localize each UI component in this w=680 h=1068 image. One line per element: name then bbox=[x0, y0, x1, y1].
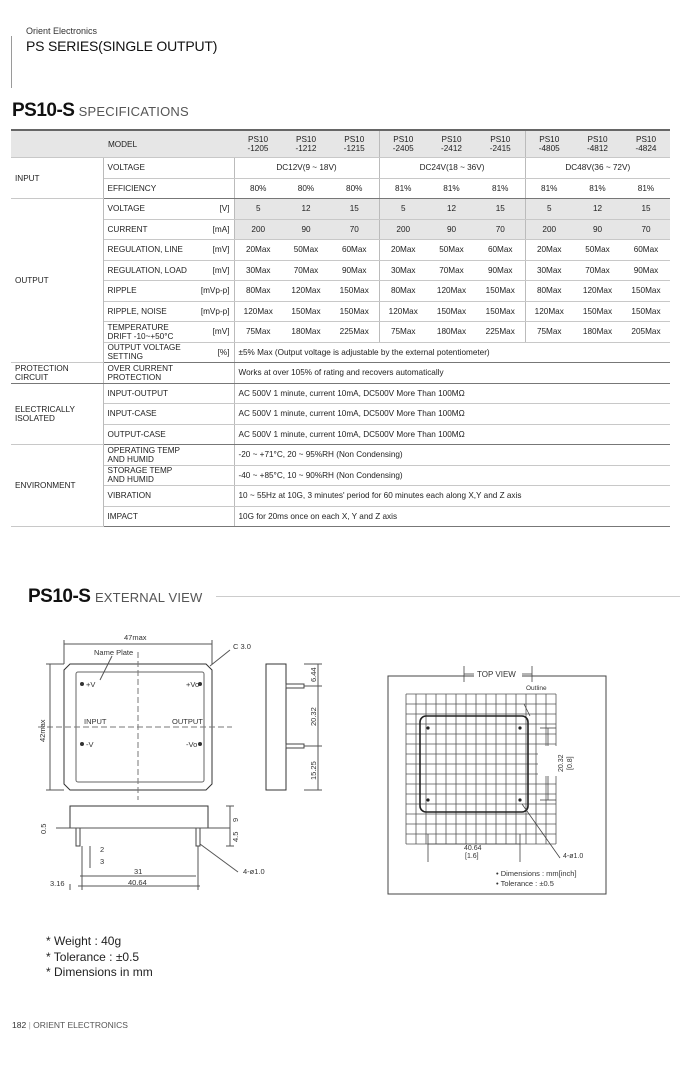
specifications-model: PS10-S bbox=[12, 100, 75, 121]
row-unit: [%] bbox=[196, 342, 234, 363]
tv-dim-h2: [1.6] bbox=[465, 853, 479, 860]
top-view-label: TOP VIEW bbox=[477, 670, 516, 679]
notes-list bbox=[46, 934, 153, 981]
pin-minus-v: -V bbox=[86, 740, 94, 749]
module-side-outline bbox=[266, 664, 286, 790]
row-label: IMPACT bbox=[103, 506, 234, 527]
row-label: VIBRATION bbox=[103, 486, 234, 507]
table-cell: 5 bbox=[234, 199, 282, 220]
outline-label: Outline bbox=[526, 685, 547, 692]
dim-4064: 40.64 bbox=[128, 878, 147, 887]
table-cell: 60Max bbox=[330, 240, 379, 261]
table-cell: 80Max bbox=[234, 281, 282, 302]
hole-spec: 4-ø1.0 bbox=[243, 867, 265, 876]
table-cell: 80Max bbox=[379, 281, 427, 302]
table-cell: 5 bbox=[525, 199, 573, 220]
category-isolation: ELECTRICALLY ISOLATED bbox=[11, 383, 103, 445]
row-label: STORAGE TEMP AND HUMID bbox=[103, 465, 234, 486]
row-label: OPERATING TEMP AND HUMID bbox=[103, 445, 234, 466]
table-cell: 15 bbox=[476, 199, 525, 220]
model-column-header: PS10 -1215 bbox=[330, 130, 379, 158]
category-output: OUTPUT bbox=[11, 199, 103, 363]
table-cell: 81% bbox=[476, 178, 525, 199]
category-environment: ENVIRONMENT bbox=[11, 445, 103, 527]
output-label: OUTPUT bbox=[172, 717, 203, 726]
table-cell: 80% bbox=[282, 178, 330, 199]
category-input: INPUT bbox=[11, 158, 103, 199]
dim-c30: C 3.0 bbox=[233, 642, 251, 651]
tv-dim-v1: 20.32 bbox=[558, 754, 565, 772]
nameplate-label: Name Plate bbox=[94, 648, 134, 657]
table-cell: 90Max bbox=[622, 260, 670, 281]
row-label: INPUT-CASE bbox=[103, 404, 234, 425]
table-cell: 150Max bbox=[427, 301, 476, 322]
pin-mark bbox=[80, 682, 84, 686]
dim-45: 4.5 bbox=[231, 831, 240, 842]
model-column-header: PS10 -1205 bbox=[234, 130, 282, 158]
model-column-header: PS10 -1212 bbox=[282, 130, 330, 158]
row-label: CURRENT bbox=[103, 219, 196, 240]
row-label: TEMPERATURE DRIFT -10~+50°C bbox=[103, 322, 196, 343]
input-voltage-range: DC48V(36 ~ 72V) bbox=[525, 158, 670, 179]
model-column-header: PS10 -2415 bbox=[476, 130, 525, 158]
table-cell: 70 bbox=[330, 219, 379, 240]
specifications-label: SPECIFICATIONS bbox=[78, 104, 189, 119]
table-cell: 150Max bbox=[330, 301, 379, 322]
table-cell: 81% bbox=[573, 178, 622, 199]
table-cell: AC 500V 1 minute, current 10mA, DC500V More Than 100MΩ bbox=[234, 383, 670, 404]
category-protection: PROTECTION CIRCUIT bbox=[11, 363, 103, 384]
table-cell: 90Max bbox=[330, 260, 379, 281]
table-cell: 80% bbox=[234, 178, 282, 199]
table-cell: 60Max bbox=[622, 240, 670, 261]
table-cell: 70 bbox=[622, 219, 670, 240]
side-pin-bottom bbox=[286, 744, 304, 748]
table-cell: Works at over 105% of rating and recovers automatically bbox=[234, 363, 670, 384]
table-cell: 75Max bbox=[234, 322, 282, 343]
dim-2: 2 bbox=[100, 845, 105, 854]
model-column-header: PS10 -4805 bbox=[525, 130, 573, 158]
model-column-header: PS10 -2412 bbox=[427, 130, 476, 158]
tv-note-tolerance: • Tolerance : ±0.5 bbox=[496, 879, 554, 888]
pin-plus-v: +V bbox=[86, 680, 96, 689]
table-cell: 5 bbox=[379, 199, 427, 220]
table-cell: AC 500V 1 minute, current 10mA, DC500V More Than 100MΩ bbox=[234, 404, 670, 425]
table-cell: 90 bbox=[282, 219, 330, 240]
table-cell: 70 bbox=[476, 219, 525, 240]
table-cell: 150Max bbox=[622, 301, 670, 322]
external-view-model: PS10-S bbox=[28, 586, 91, 607]
table-cell: 20Max bbox=[234, 240, 282, 261]
table-cell: 120Max bbox=[573, 281, 622, 302]
table-cell: -40 ~ +85°C, 10 ~ 90%RH (Non Condensing) bbox=[234, 465, 670, 486]
table-cell: 200 bbox=[379, 219, 427, 240]
dim-9: 9 bbox=[231, 817, 240, 822]
table-cell: 15 bbox=[330, 199, 379, 220]
footer-company: ORIENT ELECTRONICS bbox=[33, 1020, 128, 1030]
table-cell: 120Max bbox=[525, 301, 573, 322]
model-header: MODEL bbox=[11, 130, 234, 158]
model-column-header: PS10 -4824 bbox=[622, 130, 670, 158]
row-unit: [mV] bbox=[196, 260, 234, 281]
row-unit: [V] bbox=[196, 199, 234, 220]
input-label: INPUT bbox=[84, 717, 107, 726]
table-cell: 180Max bbox=[427, 322, 476, 343]
row-label: OUTPUT-CASE bbox=[103, 424, 234, 445]
table-cell: 50Max bbox=[282, 240, 330, 261]
side-pin-top bbox=[286, 684, 304, 688]
table-cell: 20Max bbox=[379, 240, 427, 261]
table-cell: 120Max bbox=[234, 301, 282, 322]
table-cell: 180Max bbox=[573, 322, 622, 343]
table-cell: 10 ~ 55Hz at 10G, 3 minutes' period for 60 minutes each along X,Y and Z axis bbox=[234, 486, 670, 507]
module-bottom-outline bbox=[70, 806, 208, 828]
table-cell: 150Max bbox=[476, 281, 525, 302]
table-cell: 150Max bbox=[476, 301, 525, 322]
table-cell: 10G for 20ms once on each X, Y and Z axis bbox=[234, 506, 670, 527]
row-unit: [mVp-p] bbox=[196, 301, 234, 322]
table-cell: 81% bbox=[525, 178, 573, 199]
table-cell: ±5% Max (Output voltage is adjustable by the external potentiometer) bbox=[234, 342, 670, 363]
top-view-pin bbox=[426, 726, 429, 729]
table-cell: 150Max bbox=[573, 301, 622, 322]
table-cell: -20 ~ +71°C, 20 ~ 95%RH (Non Condensing) bbox=[234, 445, 670, 466]
table-cell: 70Max bbox=[282, 260, 330, 281]
row-unit: [mVp-p] bbox=[196, 281, 234, 302]
row-label: EFFICIENCY bbox=[103, 178, 234, 199]
table-cell: 120Max bbox=[427, 281, 476, 302]
row-label: REGULATION, LINE bbox=[103, 240, 196, 261]
table-cell: 90 bbox=[427, 219, 476, 240]
row-label: OUTPUT VOLTAGE SETTING bbox=[103, 342, 196, 363]
dim-31: 31 bbox=[134, 867, 143, 876]
table-cell: AC 500V 1 minute, current 10mA, DC500V More Than 100MΩ bbox=[234, 424, 670, 445]
table-cell: 90 bbox=[573, 219, 622, 240]
bottom-pin-right bbox=[196, 828, 200, 846]
table-cell: 12 bbox=[427, 199, 476, 220]
brand-name: Orient Electronics bbox=[26, 26, 98, 36]
table-cell: 70Max bbox=[573, 260, 622, 281]
table-cell: 200 bbox=[525, 219, 573, 240]
table-cell: 150Max bbox=[622, 281, 670, 302]
table-cell: 81% bbox=[379, 178, 427, 199]
row-label: RIPPLE bbox=[103, 281, 196, 302]
pin-minus-vo: -Vo bbox=[186, 740, 198, 749]
note-weight: * Weight : 40g bbox=[46, 934, 122, 948]
dim-42max: 42max bbox=[38, 719, 47, 742]
model-column-header: PS10 -2405 bbox=[379, 130, 427, 158]
tv-dim-h1: 40.64 bbox=[464, 845, 482, 852]
model-column-header: PS10 -4812 bbox=[573, 130, 622, 158]
tv-hole-spec: 4-ø1.0 bbox=[563, 853, 584, 860]
row-label: RIPPLE, NOISE bbox=[103, 301, 196, 322]
table-cell: 205Max bbox=[622, 322, 670, 343]
table-cell: 30Max bbox=[234, 260, 282, 281]
dim-1525: 15.25 bbox=[309, 761, 318, 780]
table-cell: 150Max bbox=[282, 301, 330, 322]
row-label: REGULATION, LOAD bbox=[103, 260, 196, 281]
row-label: INPUT-OUTPUT bbox=[103, 383, 234, 404]
row-label: OVER CURRENT PROTECTION bbox=[103, 363, 234, 384]
row-unit: [mV] bbox=[196, 322, 234, 343]
page-footer: 182 | ORIENT ELECTRONICS bbox=[12, 1020, 128, 1030]
note-tolerance: * Tolerance : ±0.5 bbox=[46, 949, 140, 964]
dim-47max: 47max bbox=[124, 633, 147, 642]
table-cell: 90Max bbox=[476, 260, 525, 281]
page-number: 182 bbox=[12, 1020, 27, 1030]
table-cell: 60Max bbox=[476, 240, 525, 261]
table-cell: 225Max bbox=[476, 322, 525, 343]
table-cell: 80Max bbox=[525, 281, 573, 302]
pin-plus-vo: +Vo bbox=[186, 680, 200, 689]
table-cell: 12 bbox=[573, 199, 622, 220]
row-unit: [mV] bbox=[196, 240, 234, 261]
table-cell: 15 bbox=[622, 199, 670, 220]
table-cell: 70Max bbox=[427, 260, 476, 281]
table-cell: 180Max bbox=[282, 322, 330, 343]
dim-05: 0.5 bbox=[39, 823, 48, 834]
table-cell: 200 bbox=[234, 219, 282, 240]
external-view-label: EXTERNAL VIEW bbox=[94, 590, 203, 605]
dim-316: 3.16 bbox=[50, 879, 65, 888]
table-cell: 50Max bbox=[573, 240, 622, 261]
note-dimensions: * Dimensions in mm bbox=[46, 965, 153, 979]
tv-note-dimensions: • Dimensions : mm[inch] bbox=[496, 869, 577, 878]
table-cell: 120Max bbox=[282, 281, 330, 302]
bottom-pin-left bbox=[76, 828, 80, 846]
table-cell: 80% bbox=[330, 178, 379, 199]
table-cell: 75Max bbox=[525, 322, 573, 343]
table-cell: 81% bbox=[427, 178, 476, 199]
table-cell: 225Max bbox=[330, 322, 379, 343]
table-cell: 75Max bbox=[379, 322, 427, 343]
series-title: PS SERIES(SINGLE OUTPUT) bbox=[26, 38, 218, 54]
row-label: VOLTAGE bbox=[103, 158, 234, 179]
table-cell: 120Max bbox=[379, 301, 427, 322]
input-voltage-range: DC12V(9 ~ 18V) bbox=[234, 158, 379, 179]
dim-3: 3 bbox=[100, 857, 105, 866]
table-cell: 12 bbox=[282, 199, 330, 220]
dim-644: 6.44 bbox=[309, 667, 318, 682]
input-voltage-range: DC24V(18 ~ 36V) bbox=[379, 158, 525, 179]
tv-dim-v2: [0.8] bbox=[567, 756, 574, 770]
table-cell: 50Max bbox=[427, 240, 476, 261]
table-cell: 30Max bbox=[525, 260, 573, 281]
row-label: VOLTAGE bbox=[103, 199, 196, 220]
table-cell: 30Max bbox=[379, 260, 427, 281]
table-cell: 81% bbox=[622, 178, 670, 199]
table-cell: 20Max bbox=[525, 240, 573, 261]
dim-2032: 20.32 bbox=[309, 707, 318, 726]
table-cell: 150Max bbox=[330, 281, 379, 302]
row-unit: [mA] bbox=[196, 219, 234, 240]
